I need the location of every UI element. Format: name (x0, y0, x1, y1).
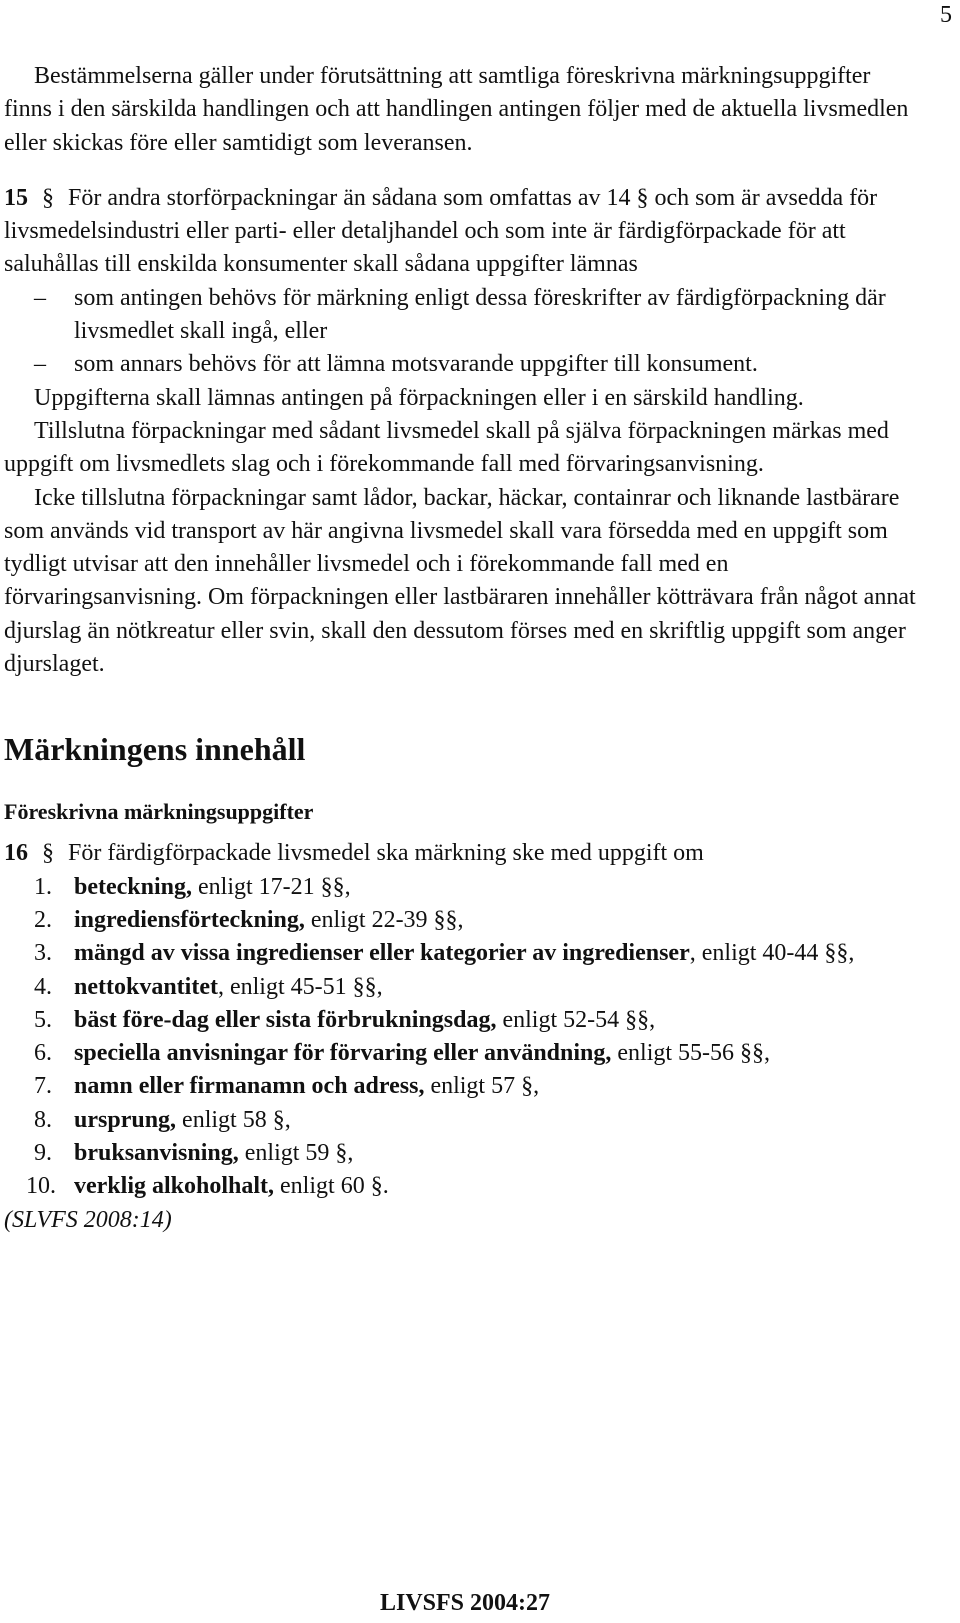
dash-bullet: – (34, 284, 46, 311)
list-item-rest: enligt 58 §, (176, 1106, 291, 1133)
list-number: 6. (34, 1040, 52, 1067)
document-body (4, 60, 924, 1237)
list-item-bold: nettokvantitet (74, 973, 218, 1000)
dash-list-item (4, 348, 924, 381)
list-item (4, 1170, 924, 1203)
section-15-paragraph-3: Tillslutna förpackningar med sådant livsmedel skall på själva förpackningen märkas med uppgift om livsmedlets slag och i förekommande fall med förvaringsanvisning. (4, 417, 889, 478)
heading-sub: Föreskrivna märkningsuppgifter (4, 799, 314, 825)
list-item-rest: enligt 57 §, (424, 1073, 540, 1100)
heading-main: Märkningens innehåll (4, 731, 306, 768)
list-item (4, 1104, 924, 1137)
list-number: 9. (34, 1140, 52, 1167)
list-item-bold: verklig alkoholhalt, (74, 1173, 275, 1200)
list-item-rest: enligt 59 §, (238, 1140, 354, 1167)
list-number: 8. (34, 1106, 52, 1133)
list-number: 7. (34, 1073, 52, 1100)
list-item (4, 1070, 924, 1103)
list-number: 5. (34, 1006, 52, 1033)
page-number: 5 (940, 2, 952, 28)
list-item-bold: mängd av vissa ingredienser eller kategorier av ingredienser (74, 940, 690, 967)
list-item-bold: speciella anvisningar för förvaring eller användning, (74, 1040, 612, 1067)
source-note: (SLVFS 2008:14) (4, 1206, 172, 1233)
list-item (4, 871, 924, 904)
list-item-bold: bruksanvisning, (74, 1140, 239, 1167)
dash-bullet: – (34, 351, 46, 378)
list-item-bold: ingrediensförteckning, (74, 906, 305, 933)
list-item-rest: enligt 17-21 §§, (192, 873, 351, 900)
list-item (4, 971, 924, 1004)
list-item-bold: namn eller firmanamn och adress, (74, 1073, 425, 1100)
paragraph-symbol-icon: § (42, 840, 54, 867)
section-15-number: 15 (4, 184, 28, 211)
section-15-text: För andra storförpackningar än sådana som omfattas av 14 § och som är avsedda för livsmedelsindustri eller parti- eller detaljhandel och som inte är färdigförpackade för att saluhållas till enskilda konsumenter skall sådana uppgifter lämnas (4, 184, 878, 278)
list-item-bold: bäst före-dag eller sista förbrukningsdag, (74, 1006, 497, 1033)
list-item (4, 1004, 924, 1037)
list-item-rest: , enligt 45-51 §§, (217, 973, 383, 1000)
dash-list-item (4, 282, 924, 349)
section-15-paragraph-2: Uppgifterna skall lämnas antingen på förpackningen eller i en särskild handling. (34, 384, 804, 411)
list-number: 2. (34, 906, 52, 933)
list-item-rest: enligt 22-39 §§, (304, 906, 464, 933)
section-16-paragraph (4, 837, 924, 870)
list-item-rest: enligt 60 §. (274, 1173, 389, 1200)
labelling-requirements-list (4, 871, 924, 1204)
dash-item-text: som antingen behövs för märkning enligt dessa föreskrifter av färdigförpackning där livsmedlet skall ingå, eller (74, 284, 886, 345)
section-16-text: För färdigförpackade livsmedel ska märkning ske med uppgift om (68, 840, 704, 867)
list-item-bold: beteckning, (74, 873, 193, 900)
section-15-paragraph-4: Icke tillslutna förpackningar samt lådor, backar, häckar, containrar och liknande lastbärare som används vid transport av här angivna livsmedel skall vara försedda med en uppgift som tydligt utvisar att den innehåller livsmedel och i förekommande fall med en förvaringsanvisning. Om förpackningen eller lastbäraren innehåller kötträvara från något annat djurslag än nötkreatur eller svin, skall den dessutom förses med en skriftlig uppgift som anger djurslaget. (4, 484, 916, 678)
list-number: 4. (34, 973, 52, 1000)
list-item-bold: ursprung, (74, 1106, 177, 1133)
list-item (4, 1037, 924, 1070)
intro-paragraph: Bestämmelserna gäller under förutsättning att samtliga föreskrivna märkningsuppgifter finns i den särskilda handlingen och att handlingen antingen följer med de aktuella livsmedlen eller skickas före eller samtidigt som leveransen. (4, 63, 909, 156)
footer-reference: LIVSFS 2004:27 (379, 1590, 551, 1616)
list-item-rest: enligt 52-54 §§, (496, 1006, 656, 1033)
list-number: 10. (26, 1173, 56, 1200)
list-item-rest: , enligt 40-44 §§, (689, 940, 855, 967)
section-16-number: 16 (4, 840, 28, 867)
list-item (4, 1137, 924, 1170)
list-number: 3. (34, 940, 52, 967)
dash-item-text: som annars behövs för att lämna motsvarande uppgifter till konsument. (74, 351, 758, 378)
list-number: 1. (34, 873, 52, 900)
list-item (4, 937, 924, 970)
list-item-rest: enligt 55-56 §§, (611, 1040, 771, 1067)
list-item (4, 904, 924, 937)
section-15-paragraph (4, 182, 924, 282)
paragraph-symbol-icon: § (42, 184, 54, 211)
